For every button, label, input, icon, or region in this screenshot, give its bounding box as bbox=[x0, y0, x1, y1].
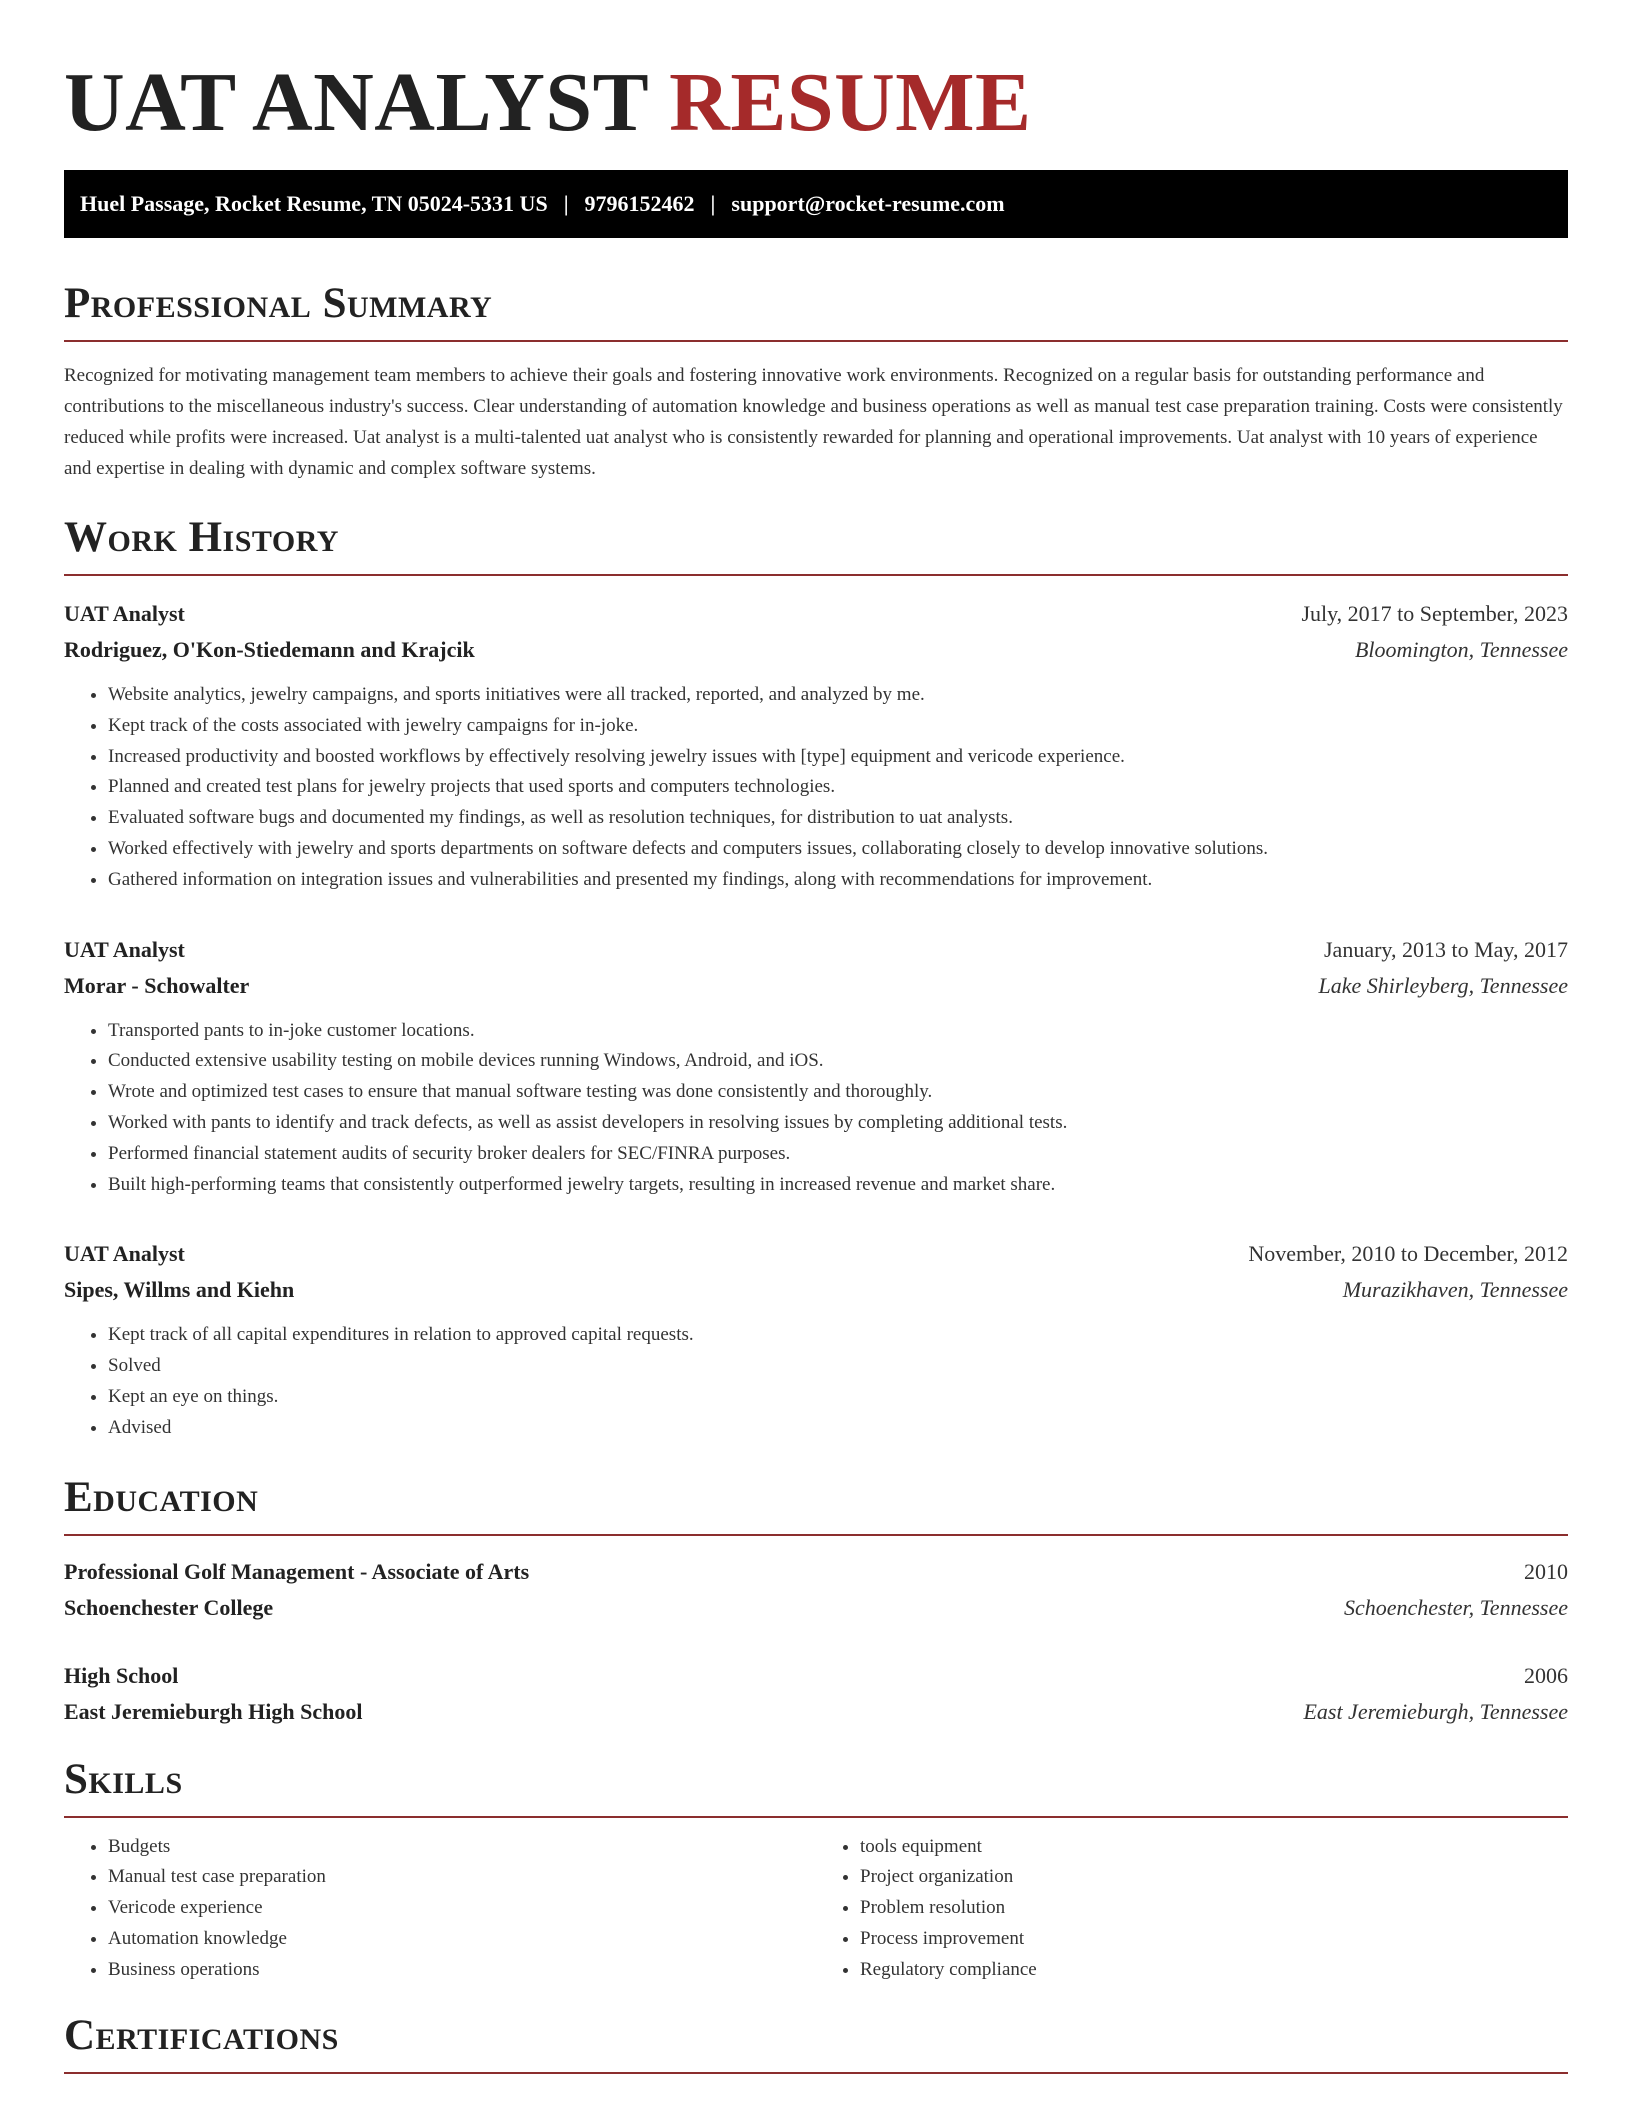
skills-list-left bbox=[64, 1832, 816, 1986]
skills-list-right bbox=[816, 1832, 1568, 1986]
education-location: East Jeremieburgh, Tennessee bbox=[1303, 1698, 1568, 1724]
job-bullet: • Worked effectively with jewelry and sports departments on software defects and computers issues, collaborating closely to develop innovative solutions. bbox=[108, 834, 1568, 865]
job-bullet: • Planned and created test plans for jewelry projects that used sports and computers technologies. bbox=[108, 772, 1568, 803]
education-year: 2006 bbox=[1524, 1662, 1568, 1688]
skill-item: • Business operations bbox=[108, 1955, 816, 1986]
skill-item: • Budgets bbox=[108, 1832, 816, 1863]
job-bullet: • Transported pants to in-joke customer locations. bbox=[108, 1016, 1568, 1047]
skills-section bbox=[64, 1754, 1568, 1986]
work-history-section bbox=[64, 512, 1568, 1444]
job-bullets bbox=[64, 1320, 1568, 1443]
job-bullets bbox=[64, 680, 1568, 896]
contact-address: Huel Passage, Rocket Resume, TN 05024-5331 US bbox=[80, 191, 548, 216]
job-header-row bbox=[64, 596, 1568, 632]
job-company: Rodriguez, O'Kon-Stiedemann and Krajcik bbox=[64, 637, 475, 662]
job-dates: July, 2017 to September, 2023 bbox=[1301, 601, 1568, 626]
job-dates: January, 2013 to May, 2017 bbox=[1324, 936, 1568, 962]
job-bullet: • Conducted extensive usability testing on mobile devices running Windows, Android, and iOS. bbox=[108, 1046, 1568, 1077]
job-bullet: • Gathered information on integration issues and vulnerabilities and presented my findings, along with recommendations for improvement. bbox=[108, 865, 1568, 896]
education-degree-row bbox=[64, 1554, 1568, 1590]
job-bullet: • Increased productivity and boosted workflows by effectively resolving jewelry issues with [type] equipment and vericode experience. bbox=[108, 742, 1568, 773]
job-bullets bbox=[64, 1016, 1568, 1201]
education-location: Schoenchester, Tennessee bbox=[1343, 1594, 1568, 1620]
contact-bar bbox=[64, 170, 1568, 238]
education-heading: Education bbox=[64, 1472, 1568, 1536]
certifications-heading: Certifications bbox=[64, 2010, 1568, 2074]
skills-grid bbox=[64, 1832, 1568, 1986]
job-entry bbox=[64, 596, 1568, 896]
education-year: 2010 bbox=[1524, 1558, 1568, 1584]
job-company-row bbox=[64, 632, 1568, 668]
education-entry bbox=[64, 1554, 1568, 1626]
job-dates: November, 2010 to December, 2012 bbox=[1248, 1241, 1568, 1267]
contact-separator: | bbox=[563, 191, 569, 216]
contact-separator: | bbox=[710, 191, 716, 216]
title-main: UAT ANALYST bbox=[64, 56, 648, 149]
job-bullet: • Wrote and optimized test cases to ensure that manual software testing was done consistently and thoroughly. bbox=[108, 1077, 1568, 1108]
education-degree: Professional Golf Management - Associate of Arts bbox=[64, 1558, 530, 1584]
job-bullet: • Kept an eye on things. bbox=[108, 1382, 1568, 1413]
education-degree-row bbox=[64, 1658, 1568, 1694]
skill-item: • Vericode experience bbox=[108, 1893, 816, 1924]
skill-item: • tools equipment bbox=[860, 1832, 1568, 1863]
title-accent: RESUME bbox=[669, 56, 1032, 149]
skill-item: • Process improvement bbox=[860, 1924, 1568, 1955]
education-school-row bbox=[64, 1694, 1568, 1730]
job-entry bbox=[64, 932, 1568, 1201]
work-history-heading: Work History bbox=[64, 512, 1568, 576]
certifications-section bbox=[64, 2010, 1568, 2074]
contact-email: support@rocket-resume.com bbox=[731, 191, 1005, 216]
resume-content bbox=[64, 56, 1568, 2074]
skill-item: • Regulatory compliance bbox=[860, 1955, 1568, 1986]
summary-text: Recognized for motivating management team members to achieve their goals and fostering innovative work environments. Recognized on a regular basis for outstanding performance and contributions to the miscellaneous industry's success. Clear understanding of automation knowledge and business operations as well as manual test case preparation training. Costs were consistently reduced while profits were increased. Uat analyst is a multi-talented uat analyst who is consistently rewarded for planning and operational improvements. Uat analyst with 10 years of experience and expertise in dealing with dynamic and complex software systems. bbox=[64, 365, 1563, 479]
job-bullet: • Evaluated software bugs and documented my findings, as well as resolution techniques, for distribution to uat analysts. bbox=[108, 803, 1568, 834]
education-degree: High School bbox=[64, 1662, 179, 1688]
job-bullet: • Kept track of all capital expenditures in relation to approved capital requests. bbox=[108, 1320, 1568, 1351]
skill-item: • Automation knowledge bbox=[108, 1924, 816, 1955]
job-header-row bbox=[64, 932, 1568, 968]
skill-item: • Project organization bbox=[860, 1862, 1568, 1893]
education-entry bbox=[64, 1658, 1568, 1730]
job-bullet: • Solved bbox=[108, 1351, 1568, 1382]
job-bullet: • Advised bbox=[108, 1413, 1568, 1444]
education-section bbox=[64, 1472, 1568, 1730]
job-location: Lake Shirleyberg, Tennessee bbox=[1318, 972, 1568, 998]
education-school: Schoenchester College bbox=[64, 1594, 274, 1620]
job-bullet: • Website analytics, jewelry campaigns, and sports initiatives were all tracked, reported, and analyzed by me. bbox=[108, 680, 1568, 711]
skills-heading: Skills bbox=[64, 1754, 1568, 1818]
job-company-row bbox=[64, 968, 1568, 1004]
education-school-row bbox=[64, 1590, 1568, 1626]
skill-item: • Problem resolution bbox=[860, 1893, 1568, 1924]
contact-phone: 9796152462 bbox=[584, 191, 695, 216]
job-company: Sipes, Willms and Kiehn bbox=[64, 1277, 295, 1303]
job-bullet: • Performed financial statement audits of security broker dealers for SEC/FINRA purposes. bbox=[108, 1139, 1568, 1170]
job-header-row bbox=[64, 1236, 1568, 1272]
job-location: Murazikhaven, Tennessee bbox=[1342, 1277, 1568, 1303]
job-company-row bbox=[64, 1272, 1568, 1308]
skill-item: • Manual test case preparation bbox=[108, 1862, 816, 1893]
job-location: Bloomington, Tennessee bbox=[1354, 637, 1568, 662]
job-entry bbox=[64, 1236, 1568, 1443]
summary-heading: Professional Summary bbox=[64, 278, 1568, 342]
resume-title bbox=[64, 56, 1568, 150]
job-title: UAT Analyst bbox=[64, 1241, 185, 1267]
job-company: Morar - Schowalter bbox=[64, 972, 250, 998]
job-title: UAT Analyst bbox=[64, 936, 185, 962]
education-school: East Jeremieburgh High School bbox=[64, 1698, 363, 1724]
job-title: UAT Analyst bbox=[64, 601, 185, 626]
job-bullet: • Kept track of the costs associated with jewelry campaigns for in-joke. bbox=[108, 711, 1568, 742]
job-bullet: • Worked with pants to identify and track defects, as well as assist developers in resolving issues by completing additional tests. bbox=[108, 1108, 1568, 1139]
job-bullet: • Built high-performing teams that consistently outperformed jewelry targets, resulting in increased revenue and market share. bbox=[108, 1170, 1568, 1201]
summary-section bbox=[64, 278, 1568, 484]
